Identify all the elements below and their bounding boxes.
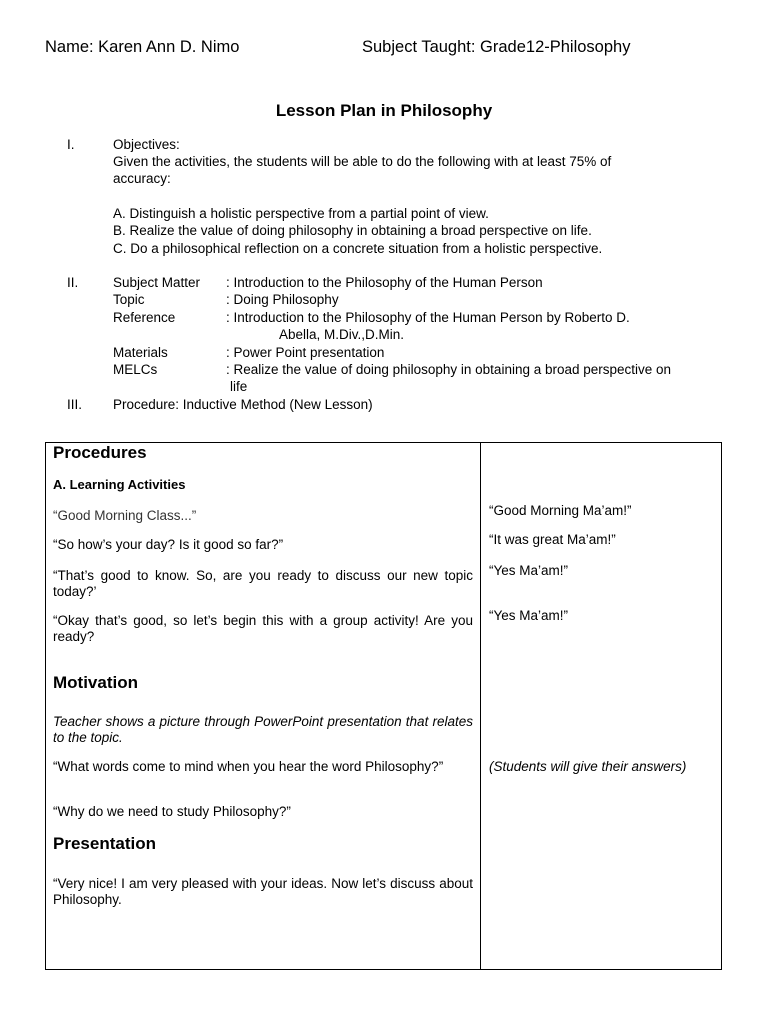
procedures-heading: Procedures xyxy=(53,443,147,462)
presentation-heading: Presentation xyxy=(53,834,156,853)
subject-matter-value: : Introduction to the Philosophy of the Human Person xyxy=(226,275,543,290)
document-title: Lesson Plan in Philosophy xyxy=(275,101,493,120)
objectives-numeral: I. xyxy=(67,137,75,152)
student-line-day: “It was great Ma’am!” xyxy=(489,532,616,547)
teacher-name: Name: Karen Ann D. Nimo xyxy=(45,38,240,56)
motivation-question-1: “What words come to mind when you hear the word Philosophy?” xyxy=(53,759,444,774)
student-line-ready: “Yes Ma’am!” xyxy=(489,563,569,578)
reference-label: Reference xyxy=(113,310,176,325)
topic-label: Topic xyxy=(113,292,145,307)
objectives-intro-line-1: Given the activities, the students will be able to do the following with at least 75% of xyxy=(113,154,612,169)
teacher-line-greeting: “Good Morning Class...” xyxy=(53,508,197,523)
procedure-numeral: III. xyxy=(67,397,83,412)
teacher-line-activity: “Okay that’s good, so let’s begin this with a group activity! Are you ready? xyxy=(53,613,473,644)
objective-item-b: B. Realize the value of doing philosophy in obtaining a broad perspective on life. xyxy=(113,223,592,238)
learning-activities-heading: A. Learning Activities xyxy=(53,477,186,492)
melcs-value-continued: life xyxy=(230,379,248,394)
procedure-method: Procedure: Inductive Method (New Lesson) xyxy=(113,397,373,412)
objectives-heading: Objectives: xyxy=(113,137,180,152)
teacher-line-day: “So how’s your day? Is it good so far?” xyxy=(53,537,284,552)
student-line-activity: “Yes Ma’am!” xyxy=(489,608,569,623)
subject-matter-label: Subject Matter xyxy=(113,275,201,290)
presentation-text: “Very nice! I am very pleased with your ideas. Now let’s discuss about Philosophy. xyxy=(53,876,473,907)
subject-matter-numeral: II. xyxy=(67,275,79,290)
teacher-line-ready: “That’s good to know. So, are you ready to discuss our new topic today?’ xyxy=(53,568,473,599)
procedures-table xyxy=(45,442,722,970)
materials-label: Materials xyxy=(113,345,168,360)
motivation-note: Teacher shows a picture through PowerPoint presentation that relates to the topic. xyxy=(53,714,473,745)
objective-item-a: A. Distinguish a holistic perspective from a partial point of view. xyxy=(113,206,489,221)
motivation-heading: Motivation xyxy=(53,673,138,692)
subject-taught: Subject Taught: Grade12-Philosophy xyxy=(362,38,631,56)
reference-value: : Introduction to the Philosophy of the Human Person by Roberto D. xyxy=(226,310,630,325)
motivation-question-2: “Why do we need to study Philosophy?” xyxy=(53,804,291,819)
topic-value: : Doing Philosophy xyxy=(226,292,339,307)
melcs-label: MELCs xyxy=(113,362,158,377)
student-line-greeting: “Good Morning Ma’am!” xyxy=(489,503,632,518)
melcs-value: : Realize the value of doing philosophy in obtaining a broad perspective on xyxy=(226,362,672,377)
motivation-student-answer: (Students will give their answers) xyxy=(489,759,687,774)
objectives-intro-line-2: accuracy: xyxy=(113,171,171,186)
objective-item-c: C. Do a philosophical reflection on a concrete situation from a holistic perspective. xyxy=(113,241,603,256)
table-column-divider xyxy=(480,443,481,969)
materials-value: : Power Point presentation xyxy=(226,345,385,360)
reference-value-continued: Abella, M.Div.,D.Min. xyxy=(279,327,405,342)
